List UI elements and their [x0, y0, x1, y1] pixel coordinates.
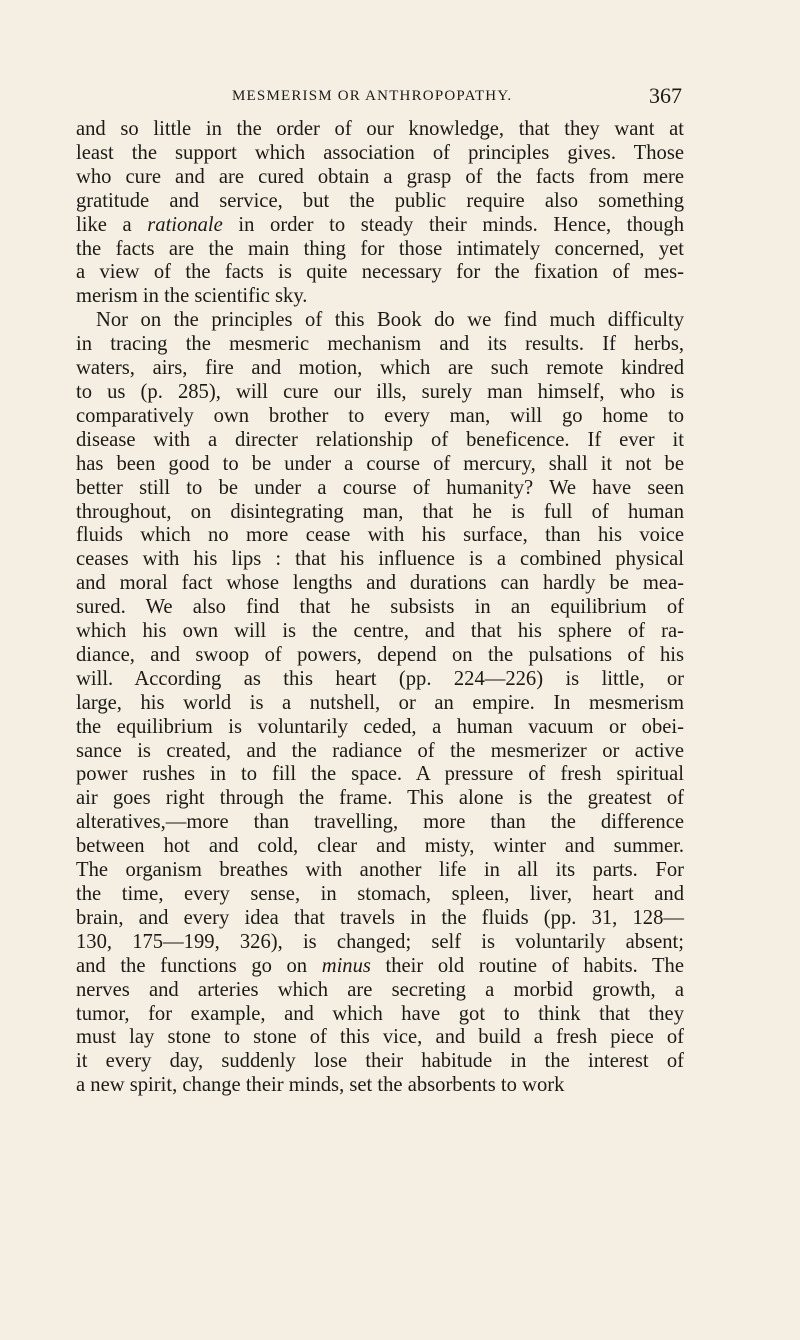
text-line: better still to be under a course of humanity? We have seen	[76, 476, 684, 499]
text-line: and so little in the order of our knowledge, that they want at	[76, 118, 684, 140]
text-line: and the functions go on minus their old routine of habits. The	[76, 954, 684, 977]
text-line: a new spirit, change their minds, set the absorbents to work	[76, 1074, 565, 1097]
text-line: brain, and every idea that travels in the fluids (pp. 31, 128—	[76, 906, 684, 929]
text-line: waters, airs, fire and motion, which are such remote kindred	[76, 357, 684, 380]
text-line: Nor on the principles of this Book do we find much difficulty	[96, 309, 684, 332]
text-line: least the support which association of principles gives. Those	[76, 141, 684, 164]
text-line: which his own will is the centre, and that his sphere of ra-	[76, 620, 684, 643]
text-line: it every day, suddenly lose their habitude in the interest of	[76, 1050, 684, 1073]
text-line: in tracing the mesmeric mechanism and its results. If herbs,	[76, 333, 684, 356]
text-line: gratitude and service, but the public require also something	[76, 189, 684, 212]
text-line: sured. We also find that he subsists in an equilibrium of	[76, 596, 684, 619]
text-line: merism in the scientific sky.	[76, 285, 308, 308]
text-line: and moral fact whose lengths and durations can hardly be mea-	[76, 572, 684, 595]
text-line: comparatively own brother to every man, will go home to	[76, 404, 684, 427]
text-line: disease with a directer relationship of beneficence. If ever it	[76, 428, 684, 451]
body-text	[76, 118, 684, 1098]
text-line: fluids which no more cease with his surface, than his voice	[76, 524, 684, 547]
page-number: 367	[649, 83, 682, 108]
text-line: between hot and cold, clear and misty, winter and summer.	[76, 835, 684, 858]
text-line: The organism breathes with another life in all its parts. For	[76, 859, 684, 882]
text-line: air goes right through the frame. This alone is the greatest of	[76, 787, 684, 810]
text-line: diance, and swoop of powers, depend on the pulsations of his	[76, 643, 684, 666]
text-line: a view of the facts is quite necessary for the fixation of mes-	[76, 261, 684, 284]
text-line: 130, 175—199, 326), is changed; self is voluntarily absent;	[76, 930, 684, 953]
text-line: nerves and arteries which are secreting a morbid growth, a	[76, 978, 684, 1001]
text-line: sance is created, and the radiance of the mesmerizer or active	[76, 739, 684, 762]
text-line: who cure and are cured obtain a grasp of the facts from mere	[76, 165, 684, 188]
text-line: tumor, for example, and which have got to think that they	[76, 1002, 684, 1025]
text-line: has been good to be under a course of mercury, shall it not be	[76, 452, 684, 475]
text-line: the equilibrium is voluntarily ceded, a human vacuum or obei-	[76, 715, 684, 738]
text-line: power rushes in to fill the space. A pressure of fresh spiritual	[76, 763, 684, 786]
emphasis-word: minus	[321, 954, 371, 977]
text-line: large, his world is a nutshell, or an empire. In mesmerism	[76, 691, 684, 714]
text-line: like a rationale in order to steady their minds. Hence, though	[76, 213, 684, 236]
text-line: must lay stone to stone of this vice, and build a fresh piece of	[76, 1026, 684, 1049]
text-line: alteratives,—more than travelling, more than the difference	[76, 811, 684, 834]
running-title: MESMERISM OR ANTHROPOPATHY.	[232, 88, 513, 104]
text-line: the facts are the main thing for those intimately concerned, yet	[76, 237, 684, 260]
text-line: to us (p. 285), will cure our ills, surely man himself, who is	[76, 380, 684, 403]
text-line: ceases with his lips : that his influence is a combined physical	[76, 548, 684, 571]
text-line: throughout, on disintegrating man, that he is full of human	[76, 500, 684, 523]
emphasis-word: rationale	[147, 213, 223, 236]
text-line: the time, every sense, in stomach, spleen, liver, heart and	[76, 883, 684, 905]
text-line: will. According as this heart (pp. 224—226) is little, or	[76, 667, 684, 690]
